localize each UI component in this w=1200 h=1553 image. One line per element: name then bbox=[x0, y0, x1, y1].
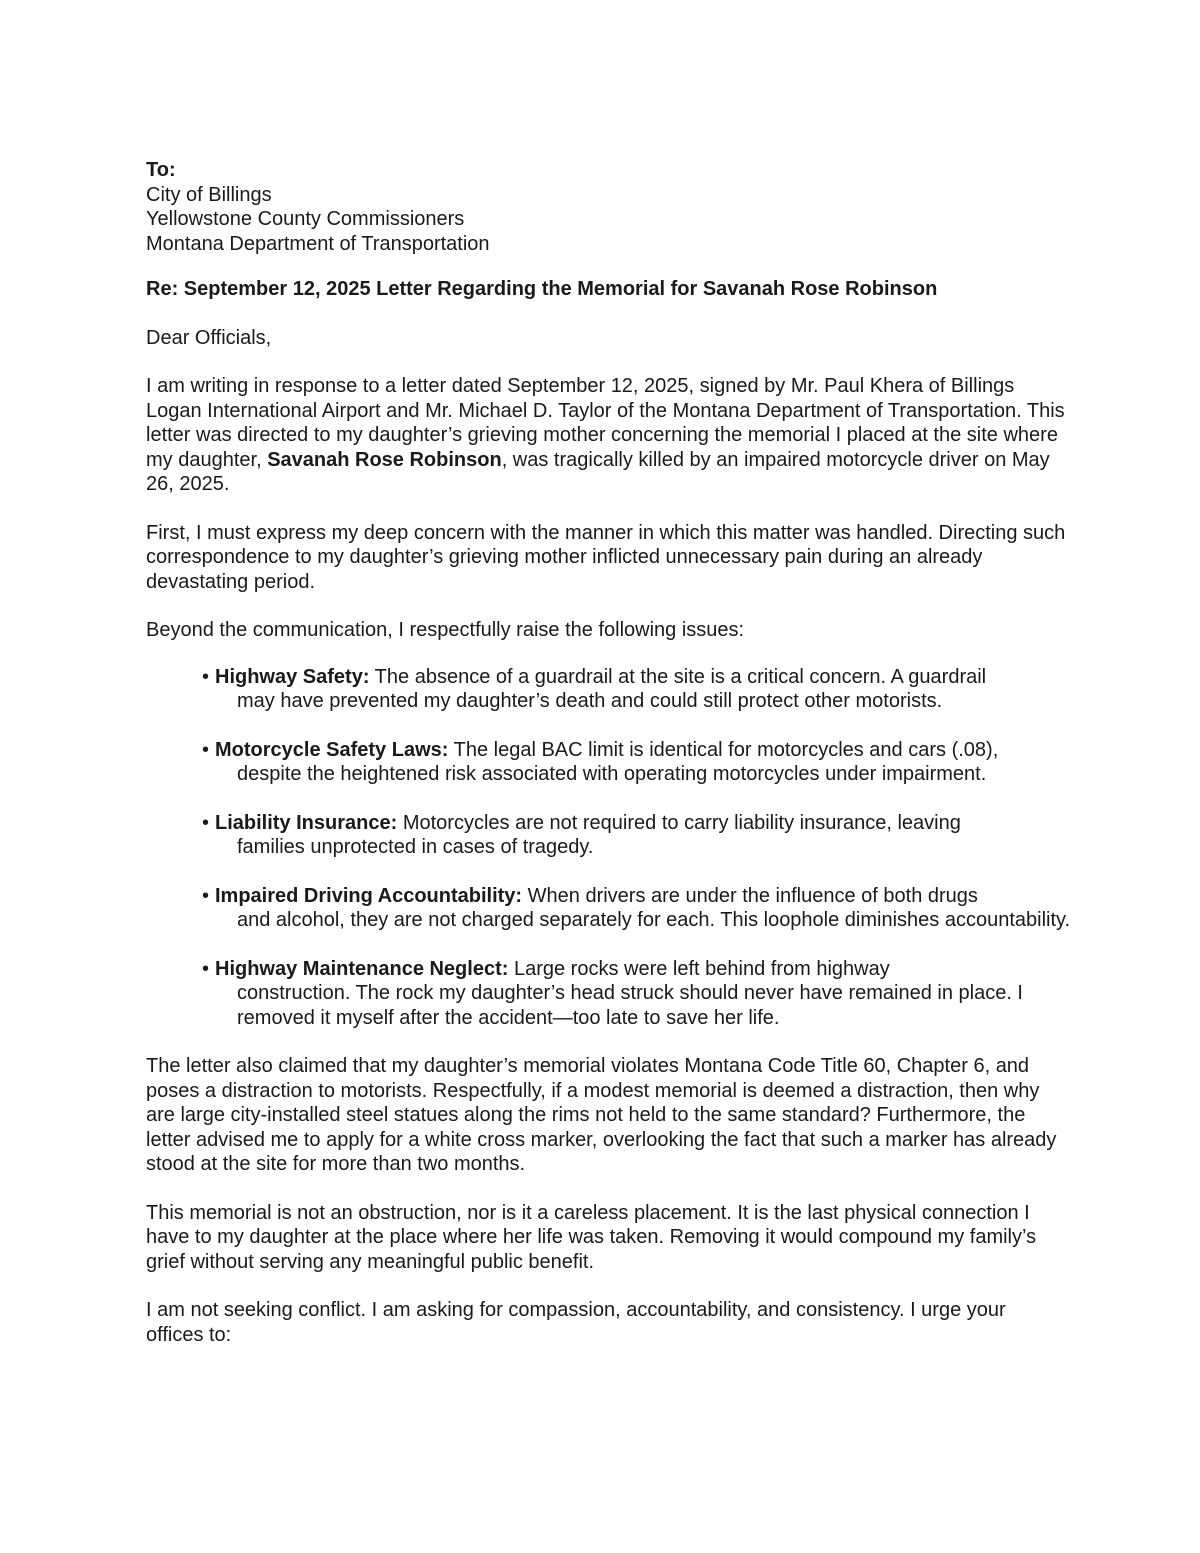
issue-text: Large rocks were left behind from highway bbox=[508, 957, 890, 980]
list-item bbox=[202, 957, 1075, 1031]
issue-title: Highway Safety: bbox=[215, 665, 370, 688]
recipient-list bbox=[146, 183, 1066, 257]
issue-text: The legal BAC limit is identical for motorcycles and cars (.08), bbox=[448, 738, 999, 761]
issue-title: Impaired Driving Accountability: bbox=[215, 884, 523, 907]
recipient: Yellowstone County Commissioners bbox=[146, 208, 465, 230]
issues-list bbox=[146, 665, 1071, 1031]
bullet-icon: • bbox=[202, 738, 210, 761]
issue-title: Motorcycle Safety Laws: bbox=[215, 738, 449, 761]
bullet-icon: • bbox=[202, 811, 210, 834]
statute-paragraph: The letter also claimed that my daughter’s memorial violates Montana Code Title 60, Chapter 6, and poses a distraction to motorists. Respectfully, if a modest memorial is deemed a distraction, then why are large city-installed steel statues along the rims not held to the same standard? Furthermore, the letter advised me to apply for a white cross marker, overlooking the fact that such a marker has already stood at the site for more than two months. bbox=[146, 1055, 1057, 1175]
bullet-icon: • bbox=[202, 884, 210, 907]
daughter-name: Savanah Rose Robinson bbox=[267, 448, 502, 471]
list-item bbox=[202, 738, 1075, 787]
list-item bbox=[202, 811, 1075, 860]
concern-paragraph: First, I must express my deep concern with the manner in which this matter was handled. Directing such correspondence to my daughter’s grieving mother inflicted unnecessary pain during an already devastating period. bbox=[146, 521, 1066, 593]
list-item bbox=[202, 665, 1075, 714]
intro-text-end: , was tragically killed by an impaired motorcycle driver on May 26, 2025. bbox=[146, 448, 1050, 495]
subject-line: Re: September 12, 2025 Letter Regarding the Memorial for Savanah Rose Robinson bbox=[146, 278, 938, 300]
issue-text-continued: construction. The rock my daughter’s head struck should never have remained in place. I removed it myself after the accident—too late to save her life. bbox=[237, 982, 1023, 1029]
recipient: City of Billings bbox=[146, 183, 272, 206]
issue-text: When drivers are under the influence of both drugs bbox=[522, 884, 978, 907]
memorial-paragraph: This memorial is not an obstruction, nor is it a careless placement. It is the last physical connection I have to my daughter at the place where her life was taken. Removing it would compound my family’s grief without serving any meaningful public benefit. bbox=[146, 1201, 1037, 1273]
issue-text-continued: families unprotected in cases of tragedy. bbox=[237, 836, 594, 858]
recipient: Montana Department of Transportation bbox=[146, 232, 490, 255]
issue-text-continued: may have prevented my daughter’s death and could still protect other motorists. bbox=[237, 690, 943, 712]
bullet-icon: • bbox=[202, 665, 210, 688]
letter-page bbox=[146, 158, 1071, 1347]
intro-paragraph bbox=[146, 374, 1066, 497]
issue-title: Liability Insurance: bbox=[215, 811, 398, 834]
issues-intro: Beyond the communication, I respectfully raise the following issues: bbox=[146, 619, 745, 641]
issue-text-continued: despite the heightened risk associated with operating motorcycles under impairment. bbox=[237, 763, 987, 785]
intro-text: I am writing in response to a letter dated September 12, 2025, signed by Mr. Paul Khera of Billings Logan International Airport and Mr. Michael D. Taylor of the Montana Department of Transportation. This letter was directed to my daughter’s grieving mother concerning the memorial I placed at the site where my daughter, bbox=[146, 375, 1065, 471]
bullet-icon: • bbox=[202, 957, 210, 980]
issue-text: The absence of a guardrail at the site is a critical concern. A guardrail bbox=[369, 665, 987, 688]
to-label: To: bbox=[146, 159, 176, 181]
issue-text: Motorcycles are not required to carry liability insurance, leaving bbox=[397, 811, 961, 834]
closing-paragraph: I am not seeking conflict. I am asking for compassion, accountability, and consistency. I urge your offices to: bbox=[146, 1299, 1006, 1346]
issue-text-continued: and alcohol, they are not charged separately for each. This loophole diminishes accountability. bbox=[237, 909, 1071, 931]
issue-title: Highway Maintenance Neglect: bbox=[215, 957, 509, 980]
list-item bbox=[202, 884, 1075, 933]
salutation: Dear Officials, bbox=[146, 326, 272, 349]
